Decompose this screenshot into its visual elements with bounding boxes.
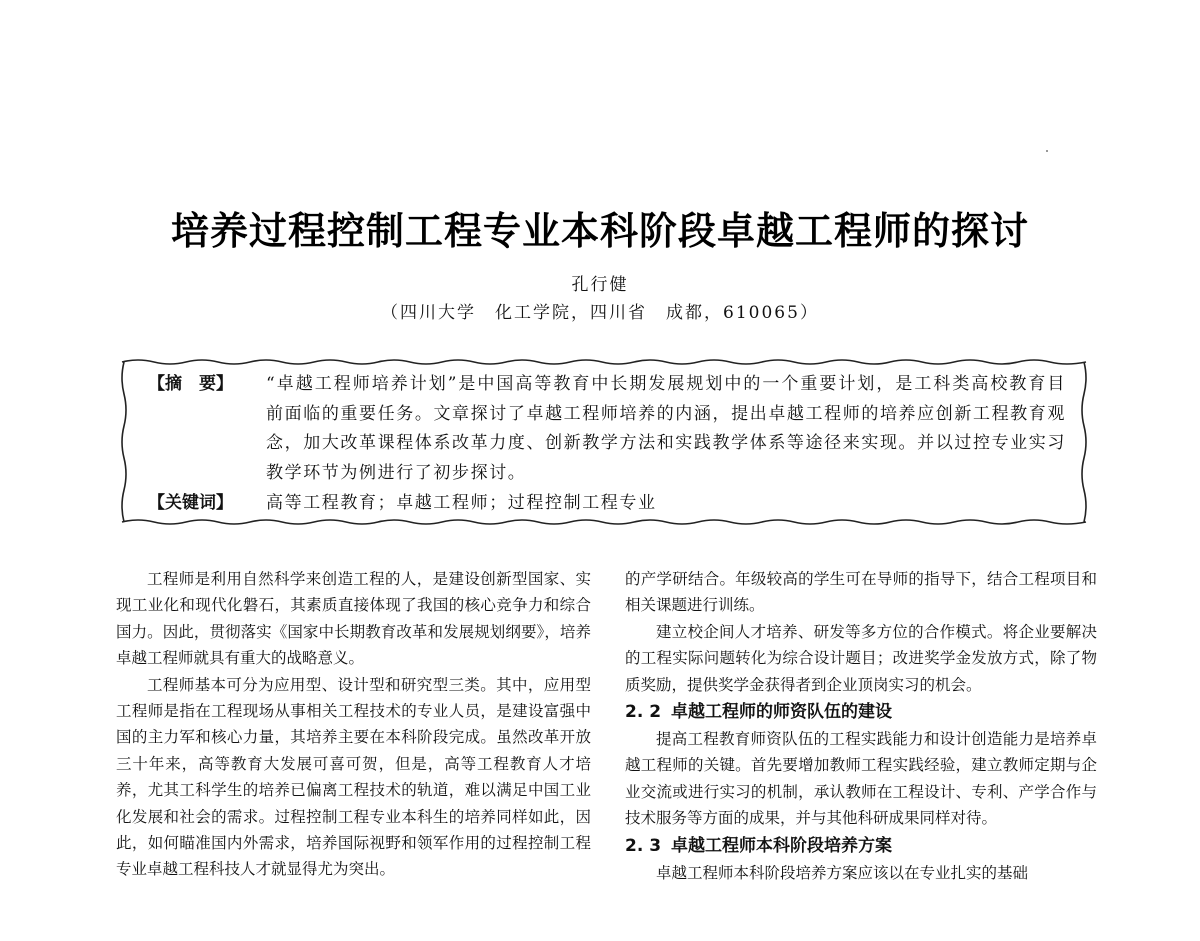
left-column	[116, 566, 591, 883]
scan-speck	[1046, 150, 1048, 152]
section-heading-2-3	[625, 832, 1097, 860]
keywords-text: 高等工程教育；卓越工程师；过程控制工程专业	[266, 493, 657, 513]
section-number: 2. 3	[625, 835, 662, 856]
body-paragraph: 卓越工程师本科阶段培养方案应该以在专业扎实的基础	[656, 863, 1029, 882]
body-paragraph: 工程师是利用自然科学来创造工程的人，是建设创新型国家、实现工业化和现代化磐石，其素质直接体现了我国的核心竞争力和综合国力。因此，贯彻落实《国家中长期教育改革和发展规划纲要》，培养卓越工程师就具有重大的战略意义。	[116, 570, 591, 668]
paper-title: 培养过程控制工程专业本科阶段卓越工程师的探讨	[170, 209, 1029, 253]
section-number: 2. 2	[625, 702, 662, 723]
abstract-text: “卓越工程师培养计划”是中国高等教育中长期发展规划中的一个重要计划，是工科类高校教育目前面临的重要任务。文章探讨了卓越工程师培养的内涵，提出卓越工程师的培养应创新工程教育观念，加大改革课程体系改革力度、创新教学方法和实践教学体系等途径来实现。并以过控专业实习教学环节为例进行了初步探讨。	[266, 374, 1066, 483]
body-paragraph: 建立校企间人才培养、研发等多方位的合作模式。将企业要解决的工程实际问题转化为综合设计题目；改进奖学金发放方式，除了物质奖励，提供奖学金获得者到企业顶岗实习的机会。	[625, 622, 1097, 694]
right-column	[625, 566, 1097, 886]
section-title: 卓越工程师的师资队伍的建设	[671, 702, 892, 723]
affiliation: （四川大学 化工学院，四川省 成都，610065）	[381, 303, 819, 323]
author-name: 孔行健	[571, 275, 629, 295]
abstract-label: 【摘 要】	[148, 374, 233, 394]
body-paragraph: 提高工程教育师资队伍的工程实践能力和设计创造能力是培养卓越工程师的关键。首先要增加教师工程实践经验，建立教师定期与企业交流或进行实习的机制，承认教师在工程设计、专利、产学合作与技术服务等方面的成果，并与其他科研成果同样对待。	[625, 730, 1097, 828]
section-title: 卓越工程师本科阶段培养方案	[671, 835, 892, 856]
body-paragraph: 工程师基本可分为应用型、设计型和研究型三类。其中，应用型工程师是指在工程现场从事相关工程技术的专业人员，是建设富强中国的主力军和核心力量，其培养主要在本科阶段完成。虽然改革开放三十年来，高等教育大发展可喜可贺，但是，高等工程教育人才培养，尤其工科学生的培养已偏离工程技术的轨道，难以满足中国工业化发展和社会的需求。过程控制工程专业本科生的培养同样如此，因此，如何瞄准国内外需求，培养国际视野和领军作用的过程控制工程专业卓越工程科技人才就显得尤为突出。	[116, 675, 591, 879]
keywords-label: 【关键词】	[148, 493, 233, 513]
abstract-box	[118, 356, 1090, 526]
section-heading-2-2	[625, 698, 1097, 726]
body-paragraph: 的产学研结合。年级较高的学生可在导师的指导下，结合工程项目和相关课题进行训练。	[625, 570, 1097, 615]
